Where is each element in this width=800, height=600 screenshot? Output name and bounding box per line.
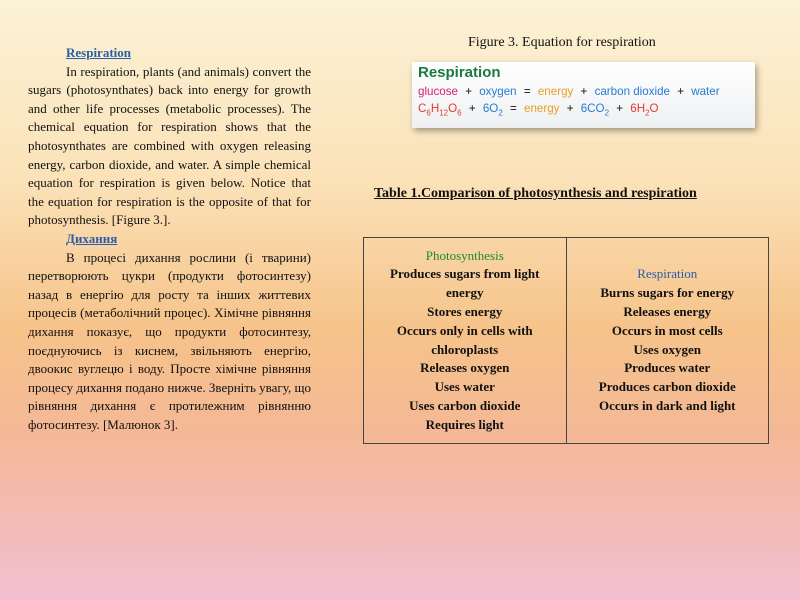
formula-co2: $6CO_2$ (580, 102, 610, 118)
photosynthesis-item: Requires light (425, 416, 504, 432)
respiration-item: Releases energy (623, 303, 712, 319)
photosynthesis-item: Uses carbon dioxide (409, 397, 521, 413)
respiration-item: Uses oxygen (633, 341, 702, 357)
formula-oxygen: $6O_2$ (482, 102, 503, 118)
comparison-table (363, 237, 769, 444)
text-column (28, 44, 311, 434)
respiration-item: Occurs in most cells (611, 322, 723, 338)
word-glucose: glucose (418, 85, 458, 98)
table-caption: Table 1.Comparison of photosynthesis and respiration (374, 186, 697, 201)
respiration-heading: Respiration (637, 266, 698, 282)
word-plus: + (465, 85, 472, 98)
word-equals: = (523, 85, 531, 98)
photosynthesis-item: Occurs only in cells with chloroplasts (396, 322, 533, 357)
word-plus: + (677, 85, 684, 98)
formula-equals: = (510, 102, 517, 115)
formula-energy: energy (524, 102, 560, 115)
english-paragraph: In respiration, plants (and animals) convert the sugars (photosynthates) back into energy for growth and other life processes (metabolic processes). The chemical equation for respiration shows that the photosynthates are combined with oxygen releasing energy, carbon dioxide, and water. A simple chemical equation for respiration is given below. Notice that the equation for respiration is the opposite of that for photosynthesis. [Figure 3.]. (28, 63, 311, 228)
photosynthesis-item: Stores energy (427, 303, 503, 319)
equation-title: Respiration (418, 64, 501, 81)
photosynthesis-item: Uses water (434, 379, 495, 395)
formula-glucose: $C_6H_{12}O_6$ (418, 102, 462, 118)
respiration-item: Produces water (624, 360, 711, 376)
word-water: water (691, 85, 720, 98)
respiration-cell (566, 238, 769, 444)
respiration-item: Burns sugars for energy (600, 285, 735, 301)
photosynthesis-item: Produces sugars from light energy (390, 266, 540, 301)
formula-water: $6H_2O$ (630, 102, 659, 118)
photosynthesis-heading: Photosynthesis (425, 247, 504, 263)
photosynthesis-item: Releases oxygen (420, 360, 510, 376)
equation-words-row (418, 85, 724, 98)
formula-plus: + (468, 102, 476, 115)
formula-plus: + (566, 102, 574, 115)
respiration-item: Produces carbon dioxide (598, 379, 736, 395)
formula-plus: + (616, 102, 624, 115)
respiration-equation-figure (412, 62, 755, 128)
english-section-title: Respiration (66, 45, 131, 60)
figure-caption: Figure 3. Equation for respiration (468, 35, 656, 50)
word-oxygen: oxygen (479, 85, 517, 98)
word-energy: energy (537, 85, 574, 98)
word-carbon-dioxide: carbon dioxide (594, 85, 670, 98)
photosynthesis-cell (364, 238, 567, 444)
ukrainian-paragraph: В процесі дихання рослини (і тварини) перетворюють цукри (продукти фотосинтезу) назад в енергію для росту та інших життевих процесів (метаболічний процес). Хімічне рівняння дихання показує, що продукти фотосинтезу, поєднуючись із киснем, звільняють енергію, двоокис вуглецю і воду. Просте хімічне рівняння процесу дихання подано нижче. Зверніть увагу, що рівняння дихання є протилежним рівнянню фотосинтезу. [Малюнок 3]. (28, 249, 311, 432)
word-plus: + (580, 85, 588, 98)
table-row (364, 238, 769, 444)
respiration-item: Occurs in dark and light (598, 397, 736, 413)
ukrainian-section-title: Дихання (66, 230, 118, 246)
equation-formula-row (418, 102, 663, 117)
